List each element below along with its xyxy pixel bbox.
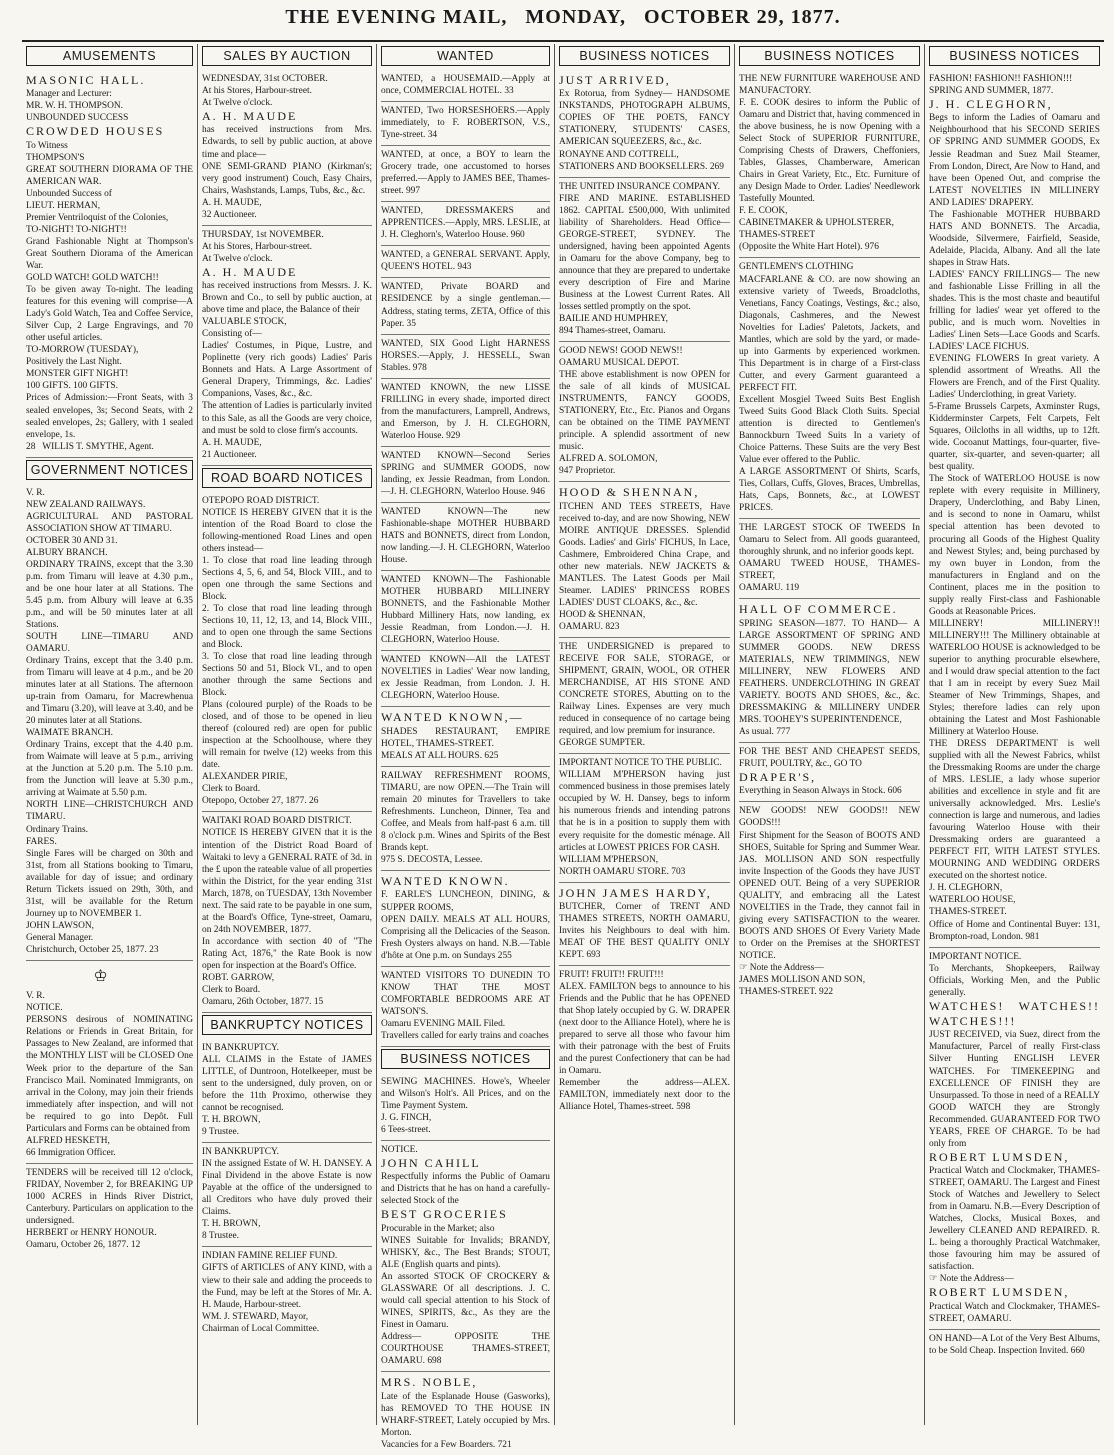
wanted-text: WANTED, Private BOARD and RESIDENCE by a single gentleman.—Address, stating terms, ZETA, Office of this Paper. 35 bbox=[381, 282, 550, 329]
cleghorn-name: J. H. CLEGHORN, bbox=[929, 97, 1053, 112]
hall-of-commerce-ad bbox=[739, 599, 920, 743]
cleghorn-dress: THE DRESS DEPARTMENT is well supplied with all the Newest Fabrics, whilst the Dressmaking Rooms are under the charge of MRS. LESLIE, a lady whose superior abilities and excellence in style and fit are universally acknowledged. Mrs. Leslie's connection is large and numerous, and ladies favouring Waterloo House with their Dressmaking orders are guaranteed a PERFECT FIT, WITH LATEST STYLES. MOURNING AND WEDDING ORDERS executed on the shortest notice. bbox=[929, 739, 1100, 882]
masonic-line: GREAT SOUTHERN DIORAMA OF THE AMERICAN WAR. bbox=[26, 164, 193, 187]
otepopo-role: Clerk to Board. bbox=[202, 784, 261, 795]
imp-head: IMPORTANT NOTICE. bbox=[929, 951, 1022, 962]
masonic-line: CROWDED HOUSES bbox=[26, 124, 165, 139]
wanted-text: WANTED, a GENERAL SERVANT. Apply, QUEEN'S HOTEL. 943 bbox=[381, 250, 550, 273]
cook-sign: F. E. COOK, bbox=[739, 206, 788, 217]
masonic-line: TO-NIGHT! TO-NIGHT!! bbox=[26, 225, 127, 236]
cook-addr: THAMES-STREET bbox=[739, 230, 816, 241]
mph-ref: NORTH OAMARU STORE. 703 bbox=[559, 866, 686, 877]
sale-place: At his Stores, Harbour-street. bbox=[202, 241, 312, 252]
nzr-title: NEW ZEALAND RAILWAYS. bbox=[26, 499, 146, 510]
sale-items: ONE SEMI-GRAND PIANO (Kirkman's; very good instrument) Couch, Easy Chairs, Chairs, Washstands, Lamps, Tubs, &c., &c. bbox=[202, 161, 372, 196]
mph-head: IMPORTANT NOTICE TO THE PUBLIC. bbox=[559, 758, 722, 769]
hall-text: SPRING SEASON—1877. TO HAND— A LARGE ASSORTMENT OF SPRING AND SUMMER GOODS. NEW DRESS MATERIALS, NEW TRIMMINGS, NEW MILLINERY, NEW FLOWERS AND FEATHERS. UNDERCLOTHING IN GREAT VARIETY. BOOTS AND SHOES, &c., &c. DRESSMAKING & MILLINERY UNDER MRS. TOOHEY'S SUPERINTENDENCE, bbox=[739, 618, 920, 725]
watch-text: JUST RECEIVED, via Suez, direct from the Manufacturer, Parcel of really First-class Silver Hunting ENGLISH LEVER WATCHES. For TIMEKEEPING and EXCELLENCE OF FINISH they are Unsurpassed. To those in need of a REALLY GOOD WATCH they are Strongly Recommended. GUARANTEED FOR TWO YEARS, FREE OF CHARGE. To be had only from bbox=[929, 1030, 1100, 1149]
fruit-note: Remember the address—ALEX. FAMILTON, immediately next door to the Alliance Hotel, Thames-street. 598 bbox=[559, 1078, 730, 1113]
lumsden-note: ☞ Note the Address— bbox=[929, 1274, 1014, 1285]
hood-text: ITCHEN AND TEES STREETS, Have received to-day, and are now Showing, NEW MOIRE ANTIQUE DRESSES. Splendid Goods. Ladies' and Girls' FICHUS, In Lace, Cashmere, Embroidered China Crape, and other new materials. NEW JACKETS & MANTLES. The Latest Goods per Mail Steamer. LADIES' PRINCESS ROBES LADIES' DUST CLOAKS, &c., &c. bbox=[559, 501, 730, 608]
sale-items: Ladies' Costumes, in Pique, Lustre, and Poplinette (very rich goods) Ladies' Paris Bonnets and Hats. A Large Assortment of General Drapery, Trimmings, &c. Ladies' Companions, Vases, &c., &c. bbox=[202, 341, 372, 400]
fares-role: General Manager. bbox=[26, 932, 94, 943]
famine-text: GIFTS of ARTICLES of ANY KIND, with a view to their sale and adding the proceeds to the Fund, may be left at the Stores of Mr. A. H. Maude, Harbour-street. bbox=[202, 1263, 372, 1310]
section-heading-business: BUSINESS NOTICES bbox=[739, 46, 920, 66]
draper-text-2: Everything in Season Always in Stock. 606 bbox=[739, 786, 902, 797]
vr-mark: V. R. bbox=[26, 991, 45, 1002]
shades-meals: MEALS AT ALL HOURS. 625 bbox=[381, 750, 499, 761]
masonic-line: 100 GIFTS. 100 GIFTS. bbox=[26, 381, 118, 392]
draper-text: FOR THE BEST AND CHEAPEST SEEDS, FRUIT, POULTRY, &c., GO TO bbox=[739, 746, 920, 770]
north-text: Ordinary Trains. bbox=[26, 824, 88, 835]
section-heading-bankruptcy: BANKRUPTCY NOTICES bbox=[202, 1015, 372, 1035]
sale-consisting: Consisting of— bbox=[202, 329, 262, 340]
wanted-text: WANTED, DRESSMAKERS and APPRENTICES.—Apply, MRS. LESLIE, at J. H. Cleghorn's, Waterloo House. 960 bbox=[381, 206, 550, 241]
paper-name: THE EVENING MAIL, bbox=[285, 6, 508, 28]
bankruptcy-notice-2 bbox=[202, 1143, 372, 1247]
cleghorn-addr: THAMES-STREET. bbox=[929, 907, 1007, 918]
sale-text: has received instructions from Messrs. J. K. Brown and Co., to sell by public auction, at above time and place, the Balance of their bbox=[202, 281, 372, 316]
royal-crest-icon: ♔ bbox=[93, 967, 126, 985]
wanted-text: WANTED KNOWN—All the LATEST NOVELTIES in Ladies' Wear now landing, ex Jessie Readman, from London. J. H. CLEGHORN, Waterloo House. bbox=[381, 655, 550, 702]
wanted-ad bbox=[381, 503, 550, 571]
notice-title: NOTICE. bbox=[26, 1003, 63, 1014]
fruit-head: FRUIT! FRUIT!! FRUIT!!! bbox=[559, 970, 664, 981]
just-text: Ex Rotorua, from Sydney— HANDSOME INKSTANDS, PHOTOGRAPH ALBUMS, COPIES OF THE POETS, FANCY STATIONERY, STUDENTS' CASES, AMERICAN SQUEEZERS, &c., &c. bbox=[559, 89, 730, 148]
insurance-ad bbox=[559, 178, 730, 342]
wanted-ad bbox=[381, 651, 550, 707]
just-head: JUST ARRIVED, bbox=[559, 73, 671, 87]
wanted-ad bbox=[381, 335, 550, 379]
otepopo-plans: Plans (coloured purple) of the Roads to be closed, and of those to be opened in lieu thereof (coloured red) are open for public inspection at the Schoolhouse, where they will remain for twelve (12) weeks from this date. bbox=[202, 700, 372, 771]
bankruptcy-ref: 9 Trustee. bbox=[202, 1127, 239, 1138]
cleghorn-millinery: MILLINERY! MILLINERY!! MILLINERY!!! The Millinery obtainable at WATERLOO HOUSE is acknowledged to be superior to anything procurable elsewhere, and I would draw special attention to the fact that I am in receipt by every Suez Mail Steamer of New Trimmings, Shapes, and Styles; therefore ladies can rely upon obtaining the Latest and Most Fashionable Millinery at Waterloo House. bbox=[929, 618, 1100, 738]
earle-head: WANTED KNOWN. bbox=[381, 874, 510, 889]
waitaki-role: Clerk to Board. bbox=[202, 984, 261, 995]
sale-note: The attention of Ladies is particularly invited to this Sale, as all the Goods are very choice, and must be sold to close firm's accounts. bbox=[202, 401, 372, 436]
famine-role: Chairman of Local Committee. bbox=[202, 1323, 320, 1334]
bankruptcy-head: IN BANKRUPTCY. bbox=[202, 1147, 279, 1158]
cahill-text: Respectfully informs the Public of Oamaru and Districts that he has on hand a carefully-selected Stock of the bbox=[381, 1172, 550, 1207]
wanted-text: WANTED KNOWN—The Fashionable MOTHER HUBBARD MILLINERY BONNETS, and the Fashionable Mother Hubbard Millinery Hats, now landing, ex Jessie Readman, from London.—J. H. CLEGHORN, Waterloo House. bbox=[381, 575, 550, 646]
cahill-wines: WINES Suitable for Invalids; BRANDY, WHISKY, &c., The Best Brands; STOUT, ALE (English quarts and pints). bbox=[381, 1235, 550, 1270]
cook-furniture-ad bbox=[739, 70, 920, 258]
column-wanted bbox=[377, 44, 555, 1450]
masonic-line: Positively the Last Night. bbox=[26, 357, 122, 368]
mollison-head: NEW GOODS! NEW GOODS!! NEW GOODS!!! bbox=[739, 806, 920, 829]
wanted-text: WANTED, at once, a BOY to learn the Grocery trade, one accustomed to horses preferred.—Apply to JAMES BEE, Thames-street. 997 bbox=[381, 150, 550, 197]
section-heading-business: BUSINESS NOTICES bbox=[929, 46, 1100, 66]
fares-text: Single Fares will be charged on 30th and 31st, from all Stations booking to Timaru, available for day of issue; and ordinary Return Tickets issued on 29th, 30th, and 31st, will be available for the Return Journey up to NOVEMBER 1. bbox=[26, 848, 193, 919]
section-heading-government: GOVERNMENT NOTICES bbox=[26, 460, 193, 480]
tenders-text: TENDERS will be received till 12 o'clock, FRIDAY, November 2, for BREAKING UP 1000 ACRES in Hinds River District, Canterbury. Particulars on application to the undersigned. bbox=[26, 1167, 193, 1226]
cahill-text-2: Procurable in the Market; also bbox=[381, 1223, 495, 1234]
south-title: SOUTH LINE—TIMARU AND OAMARU. bbox=[26, 632, 193, 655]
noble-text: Late of the Esplanade House (Gasworks), has REMOVED TO THE HOUSE IN WHARF-STREET, Lately occupied by Mrs. Morton. bbox=[381, 1391, 550, 1438]
auctioneer-name: A. H. MAUDE bbox=[202, 264, 298, 279]
shades-name: SHADES RESTAURANT, EMPIRE HOTEL, THAMES-STREET. bbox=[381, 726, 550, 749]
cleghorn-text: Begs to inform the Ladies of Oamaru and Neighbourhood that his SECOND SERIES OF SPRING AND SUMMER GOODS, Ex Jessie Readman and Suez Mail Steamer, From London, Direct, Are Now to Hand, and have been Opened Out, and comprise the LATEST NOVELTIES IN MILLINERY AND LADIES' DRAPERY. bbox=[929, 113, 1100, 208]
section-heading-business: BUSINESS NOTICES bbox=[381, 1049, 550, 1069]
wanted-ad bbox=[381, 246, 550, 278]
masonic-line: Manager and Lecturer: bbox=[26, 89, 112, 100]
watsons-ad bbox=[381, 967, 550, 1047]
sale-text: has received instructions from Mrs. Edwards, to sell by public auction, at above time and place— bbox=[202, 125, 372, 160]
mph-text: WILLIAM M'PHERSON having just commenced business in those premises lately occupied by W. H. Dansey, begs to inform his numerous friends and intending patrons that he is in a position to supply them with every requisite for the domestic ménage. All articles at LOWEST PRICES FOR CASH. bbox=[559, 770, 730, 853]
section-heading-business: BUSINESS NOTICES bbox=[559, 46, 730, 66]
hall-head: HALL OF COMMERCE. bbox=[739, 602, 898, 617]
rail-ref: 975 S. DECOSTA, Lessee. bbox=[381, 855, 483, 866]
musical-depot-ad bbox=[559, 342, 730, 482]
column-business-2 bbox=[735, 44, 925, 1425]
otepopo-item: 3. To close that road line leading through Sections 50 and 51, Block VI., and to open another through the same Sections and Block. bbox=[202, 652, 372, 699]
ins-sign: BAILIE AND HUMPHREY, bbox=[559, 313, 668, 324]
lumsden-text: Practical Watch and Clockmaker, THAMES-STREET, OAMARU. The Largest and Finest Stock of Watches and Jewellery to Select from in Oamaru. N.B.—Every Description of Watches, Clocks, Musical Boxes, and Jewellery CLEANED AND REPAIRED. R. L. being a thoroughly Practical Watchmaker, those favouring him may be assured of satisfaction. bbox=[929, 1166, 1100, 1273]
wanted-ad bbox=[381, 102, 550, 146]
mollison-note: ☞ Note the Address— bbox=[739, 962, 824, 973]
cook-head: THE NEW FURNITURE WAREHOUSE AND MANUFACTORY. bbox=[739, 74, 920, 97]
visitors-note: Oamaru EVENING MAIL Filed. bbox=[381, 1018, 506, 1029]
otepopo-text: NOTICE IS HEREBY GIVEN that it is the intention of the Road Board to close the following-mentioned Road Lines and open others instead— bbox=[202, 507, 372, 554]
bankruptcy-text: ALL CLAIMS in the Estate of JAMES LITTLE, of Duntroon, Hotelkeeper, must be sent to the undersigned, duly proven, on or before the 11th Proximo, otherwise they cannot be recognised. bbox=[202, 1054, 372, 1114]
fares-sign: JOHN LAWSON, bbox=[26, 920, 94, 931]
issue-date: OCTOBER 29, 1877. bbox=[643, 6, 841, 28]
mollison-ad bbox=[739, 802, 920, 1002]
music-title: OAMARU MUSICAL DEPOT. bbox=[559, 358, 680, 369]
mac-text-2: Excellent Mosgiel Tweed Suits Best English Tweed Suits Good Black Cloth Suits. Special attention is directed to Gentlemen's Bannockburn Tweed Suits In a variety of Choice Patterns. These Suits are the very Best Value ever offered to the Public. bbox=[739, 394, 920, 465]
bankruptcy-head: IN BANKRUPTCY. bbox=[202, 1042, 279, 1053]
music-head: GOOD NEWS! GOOD NEWS!! bbox=[559, 345, 683, 356]
cook-ref: (Opposite the White Hart Hotel). 976 bbox=[739, 242, 879, 253]
hood-head: HOOD & SHENNAN, bbox=[559, 485, 700, 500]
wanted-ad bbox=[381, 202, 550, 246]
cleghorn-house: WATERLOO HOUSE, bbox=[929, 895, 1016, 906]
cook-role: CABINETMAKER & UPHOLSTERER, bbox=[739, 218, 894, 229]
tweed-text: THE LARGEST STOCK OF TWEEDS In Oamaru to Select from. All goods guaranteed, thoroughly shrunk, and no inferior goods kept. bbox=[739, 523, 920, 558]
tweed-sign: OAMARU TWEED HOUSE, THAMES-STREET, bbox=[739, 559, 920, 582]
albums-text: ON HAND—A Lot of the Very Best Albums, to be Sold Cheap. Inspection Invited. 660 bbox=[929, 1333, 1100, 1356]
wanted-ad bbox=[381, 571, 550, 651]
vr-mark: V. R. bbox=[26, 487, 45, 498]
tweed-house-ad bbox=[739, 519, 920, 599]
albums-ad bbox=[929, 1330, 1100, 1361]
notice-sign: ALFRED HESKETH, bbox=[26, 1135, 110, 1146]
cleghorn-flowers: EVENING FLOWERS In great variety. A splendid assortment of Wreaths. All the Flowers are French, and of the First Quality. Ladies' Underclothing, in great Variety. bbox=[929, 354, 1100, 401]
sewing-ref: 6 Tees-street. bbox=[381, 1124, 431, 1135]
waitaki-date: Oamaru, 26th October, 1877. 15 bbox=[202, 996, 324, 1007]
hall-ref: As usual. 777 bbox=[739, 726, 791, 737]
auction-thursday bbox=[202, 226, 372, 466]
fares-date: Christchurch, October 25, 1877. 23 bbox=[26, 944, 159, 955]
cleghorn-office: Office of Home and Continental Buyer: 131, Brompton-road, London. 981 bbox=[929, 919, 1100, 942]
section-heading-road: ROAD BOARD NOTICES bbox=[202, 468, 372, 488]
railways-notice bbox=[26, 484, 193, 961]
ronayne-cottrell-ad bbox=[559, 70, 730, 178]
notice-text: PERSONS desirous of NOMINATING Relations or Friends in Great Britain, for Passages to New Zealand, are informed that the MONTHLY LIST will be CLOSED One Week prior to the departure of the San Francisco Mail. Nominated Immigrants, on arrival in the Colony, may join their friends immediately after inspection, and will not be required to go into Depôt. Full Particulars and Forms can be obtained from bbox=[26, 1015, 193, 1134]
fashion-season: SPRING AND SUMMER, 1877. bbox=[929, 86, 1054, 97]
south-text: Ordinary Trains, except that the 3.40 p.m. from Timaru will leave at 4 p.m., and be 20 minutes later at all Stations. The afternoon up-train from Oamaru, for Macrewhenua and Timaru (3.20), will leave at 3.40, and be 20 minutes later at all Stations. bbox=[26, 656, 193, 727]
noble-name: MRS. NOBLE, bbox=[381, 1375, 478, 1390]
sale-date: WEDNESDAY, 31st OCTOBER. bbox=[202, 74, 328, 84]
earle-text: OPEN DAILY. MEALS AT ALL HOURS, Comprising all the Delicacies of the Season. Fresh Oysters always on hand. N.B.—Table d'hôte at One p.m. on Sundays 255 bbox=[381, 914, 550, 961]
masonic-line: Premier Ventriloquist of the Colonies, bbox=[26, 213, 169, 223]
waitaki-text-2: In accordance with section 40 of "The Rating Act, 1876," the Rate Book is now open for inspection at the Board's Office. bbox=[202, 936, 372, 971]
sewing-text: SEWING MACHINES. Howe's, Wheeler and Wilson's Holt's. All Prices, and on the Time Payment System. bbox=[381, 1076, 550, 1111]
earle-rooms-ad bbox=[381, 871, 550, 967]
tenders-date: Oamaru, October 26, 1877. 12 bbox=[26, 1239, 141, 1250]
wanted-ad bbox=[381, 379, 550, 447]
mac-text: MACFARLANE & CO. are now showing an extensive variety of Tweeds, Broadcloths, Venetians, Fancy Coatings, Vestings, &c.; also, Diagonals, Cashmeres, and the Newest Novelties for Ladies' Paletots, Jackets, and Mantles, which are sold by the yard, or made-up into Garments by experienced workmen. This Department is in charge of a First-class Cutter, and every Garment guaranteed a PERFECT FIT. bbox=[739, 274, 920, 393]
gents-head: GENTLEMEN'S CLOTHING bbox=[739, 262, 854, 273]
sewing-machines-ad bbox=[381, 1073, 550, 1141]
lumsden-ad bbox=[929, 948, 1100, 1330]
shades-head: WANTED KNOWN,— bbox=[381, 710, 524, 725]
cleghorn-carpets: 5-Frame Brussels Carpets, Axminster Rugs, Kidderminster Carpets, Felt Carpets, Felt Squares, Oilcloths in all widths, up to 12ft. wide. Cocoanut Mattings, four-quarter, five-quarter, six-quarter, and seven-quarter; all best quality. bbox=[929, 402, 1100, 473]
bankruptcy-ref: 8 Trustee. bbox=[202, 1231, 239, 1242]
wanted-ad bbox=[381, 70, 550, 102]
cahill-address: Address— OPPOSITE THE COURTHOUSE THAMES-STREET, OAMARU. 698 bbox=[381, 1332, 550, 1367]
auctioneer-name: A. H. MAUDE bbox=[202, 109, 298, 124]
sale-place: At his Stores, Harbour-street. bbox=[202, 86, 312, 97]
wanted-text: WANTED, Two HORSESHOERS.—Apply immediately, to F. ROBERTSON, V.S., Tyne-street. 34 bbox=[381, 106, 550, 141]
section-heading-auctions: SALES BY AUCTION bbox=[202, 46, 372, 66]
north-title: NORTH LINE—CHRISTCHURCH AND TIMARU. bbox=[26, 800, 193, 823]
just-ref: STATIONERS AND BOOKSELLERS. 269 bbox=[559, 161, 724, 172]
masonic-line: GOLD WATCH! GOLD WATCH!! bbox=[26, 273, 159, 284]
wanted-text: WANTED KNOWN, the new LISSE FRILLING in every shade, imported direct from the manufacturers, Lamprell, Andrews, and Emerson, by J. H. CLEGHORN, Waterloo House. 929 bbox=[381, 382, 550, 441]
column-amusements-government bbox=[22, 44, 198, 1425]
wanted-text: WANTED, a HOUSEMAID.—Apply at once, COMMERCIAL HOTEL. 33 bbox=[381, 74, 550, 97]
notice-role: 66 Immigration Officer. bbox=[26, 1147, 116, 1158]
sale-ref: 32 Auctioneer. bbox=[202, 209, 257, 220]
sale-stock: VALUABLE STOCK, bbox=[202, 317, 287, 328]
nomination-notice bbox=[26, 961, 193, 1164]
wanted-ad bbox=[381, 278, 550, 334]
tenders-notice bbox=[26, 1164, 193, 1255]
famine-head: INDIAN FAMINE RELIEF FUND. bbox=[202, 1251, 338, 1262]
cahill-text-3: An assorted STOCK OF CROCKERY & GLASSWARE Of all descriptions. J. C. would call special attention to his Stock of WINES, SPIRITS, &c., As they are the Finest in Oamaru. bbox=[381, 1271, 550, 1331]
cahill-groceries: BEST GROCERIES bbox=[381, 1207, 508, 1222]
music-sign: ALFRED A. SOLOMON, bbox=[559, 454, 658, 465]
ins-text: FIRE AND MARINE. ESTABLISHED 1862. CAPITAL £500,000, With unlimited liability of Shareholders. Head Office—GEORGE-STREET, SYDNEY. The undersigned, having been appointed Agents in Oamaru for the above Company, beg to announce that they are prepared to undertake every description of Fire and Marine Business at the Lowest Current Rates. All losses settled promptly on the spot. bbox=[559, 193, 730, 312]
hardy-head: JOHN JAMES HARDY, bbox=[559, 885, 712, 900]
ins-head: THE UNITED INSURANCE COMPANY. bbox=[559, 181, 720, 192]
visitors-text: WANTED VISITORS TO DUNEDIN TO KNOW THAT THE MOST COMFORTABLE BEDROOMS ARE AT WATSON'S. bbox=[381, 970, 550, 1017]
masthead bbox=[22, 6, 1104, 42]
cahill-ad bbox=[381, 1141, 550, 1372]
lumsden-name-2: ROBERT LUMSDEN, bbox=[929, 1285, 1070, 1300]
masonic-line: MONSTER GIFT NIGHT! bbox=[26, 369, 129, 380]
otepopo-item: 1. To close that road line leading through Sections 4, 5, 6, and 54, Block VIII., and to open one through the same Sections and Block. bbox=[202, 555, 372, 602]
masonic-hall-ad bbox=[26, 70, 193, 458]
section-heading-amusements: AMUSEMENTS bbox=[26, 46, 193, 66]
mollison-ref: THAMES-STREET. 922 bbox=[739, 986, 834, 997]
hood-ref: OAMARU. 823 bbox=[559, 622, 620, 632]
hood-sign: HOOD & SHENNAN, bbox=[559, 609, 646, 620]
earle-name: F. EARLE'S LUNCHEON, DINING, & SUPPER ROOMS, bbox=[381, 890, 550, 913]
bankruptcy-text: IN the assigned Estate of W. H. DANSEY. A Final Dividend in the above Estate is now Payable at the office of the undersigned to all Creditors who have duly proved their Claims. bbox=[202, 1159, 372, 1218]
masonic-line: LIEUT. HERMAN, bbox=[26, 200, 101, 211]
waitaki-sign: ROBT. GARROW, bbox=[202, 972, 275, 983]
fares-title: FARES. bbox=[26, 836, 57, 847]
mollison-sign: JAMES MOLLISON AND SON, bbox=[739, 974, 866, 985]
issue-day: MONDAY, bbox=[525, 6, 626, 28]
section-heading-wanted: WANTED bbox=[381, 46, 550, 66]
masonic-line: TO-MORROW (TUESDAY), bbox=[26, 345, 139, 356]
familton-ad bbox=[559, 966, 730, 1117]
watch-head: WATCHES! WATCHES!! WATCHES!!! bbox=[929, 998, 1100, 1029]
show-dates: OCTOBER 30 AND 31. bbox=[26, 535, 118, 546]
cleghorn-frill: LADIES' FANCY FRILLINGS— The new and fashionable Lisse Frilling in all the shades. This is the most chaste and beautiful frilling for ladies' wear yet offered to the public, and is much worn. Novelties in Ladies' Linen Sets—Lace Goods and Scarfs. LADIES' LACE FICHUS. bbox=[929, 269, 1100, 353]
column-business-1 bbox=[555, 44, 735, 1425]
otepopo-title: OTEPOPO ROAD DISTRICT. bbox=[202, 495, 320, 506]
cleghorn-ad bbox=[929, 70, 1100, 948]
bankruptcy-sign: T. H. BROWN, bbox=[202, 1115, 261, 1126]
music-ref: 947 Proprietor. bbox=[559, 466, 616, 477]
cleghorn-sign: J. H. CLEGHORN, bbox=[929, 883, 1003, 894]
mac-text-3: A LARGE ASSORTMENT Of Shirts, Scarfs, Ties, Collars, Cuffs, Gloves, Braces, Umbrellas, Hats, Caps, Bonnets, &c., at LOWEST PRICES. bbox=[739, 467, 920, 514]
ins-ref: 894 Thames-street, Oamaru. bbox=[559, 325, 666, 336]
music-text: THE above establishment is now OPEN for the sale of all kinds of MUSICAL INSTRUMENTS, FANCY GOODS, STATIONERY, Etc., Etc. Pianos and Organs can be obtained on the TIME PAYMENT principle. A splendid assortment of new music. bbox=[559, 370, 730, 453]
sewing-sign: J. G. FINCH, bbox=[381, 1112, 432, 1123]
sale-date: THURSDAY, 1st NOVEMBER. bbox=[202, 229, 324, 240]
albury-title: ALBURY BRANCH. bbox=[26, 547, 108, 558]
noble-foot: Vacancies for a Few Boarders. 721 bbox=[381, 1439, 512, 1450]
masonic-line: UNBOUNDED SUCCESS bbox=[26, 113, 129, 124]
masonic-title: MASONIC HALL. bbox=[26, 73, 146, 87]
masonic-line: Unbounded Success of bbox=[26, 188, 112, 199]
wanted-text: WANTED KNOWN—The new Fashionable-shape MOTHER HUBBARD HATS and BONNETS, direct from London, now landing.—J. H. CLEGHORN, Waterloo House. bbox=[381, 506, 550, 566]
masonic-line: Prices of Admission:—Front Seats, with 3 sealed envelopes, 3s; Second Seats, with 2 sealed envelopes, 2s; Gallery, with 1 sealed envelope, 1s. bbox=[26, 393, 193, 440]
sale-sign: A. H. MAUDE, bbox=[202, 197, 262, 208]
sale-sign: A. H. MAUDE, bbox=[202, 437, 262, 448]
waitaki-notice bbox=[202, 812, 372, 1013]
drapers-ad bbox=[739, 743, 920, 802]
show-title: AGRICULTURAL AND PASTORAL ASSOCIATION SHOW AT TIMARU. bbox=[26, 511, 193, 534]
fashion-head: FASHION! FASHION!! FASHION!!! bbox=[929, 74, 1073, 84]
wanted-text: WANTED KNOWN—Second Series SPRING and SUMMER GOODS, now landing, ex Jessie Readman, from London.—J. H. CLEGHORN, Waterloo House. 946 bbox=[381, 450, 550, 497]
noble-ad bbox=[381, 1372, 550, 1455]
waimate-text: Ordinary Trains, except that the 4.40 p.m. from Waimate will leave at 5 p.m., arriving at the Junction at 5.20 p.m. The 5.10 p.m. from the Junction will leave at 5.30 p.m., arriving at Waimate at 5.50 p.m. bbox=[26, 740, 193, 799]
bankruptcy-notice-1 bbox=[202, 1039, 372, 1143]
famine-fund-notice bbox=[202, 1247, 372, 1338]
auction-wednesday bbox=[202, 70, 372, 226]
waimate-title: WAIMATE BRANCH. bbox=[26, 728, 113, 739]
cleghorn-stock: The Stock of WATERLOO HOUSE is now replete with every requisite in Millinery, Drapery, Underclothing, and Baby Linen, and is second to none in Oamaru, whilst special attention has been devoted to procuring all Goods of the Highest Quality and Newest Styles; and, being purchased by my own buyer in London, from the manufacturers in England and on the Continent, places me in the position to supply really First-class and Fashionable Goods at Reasonable Prices. bbox=[929, 474, 1100, 617]
macfarlane-ad bbox=[739, 258, 920, 519]
sumpter-ad bbox=[559, 638, 730, 754]
sumpter-sign: GEORGE SUMPTER. bbox=[559, 738, 645, 749]
railway-refreshment-ad bbox=[381, 767, 550, 871]
hardy-text: BUTCHER, Corner of TRENT AND THAMES STREETS, NORTH OAMARU, Invites his Neighbours to deal with him. MEAT OF THE BEST QUALITY ONLY KEPT. 693 bbox=[559, 901, 730, 961]
wanted-ad bbox=[381, 447, 550, 503]
rail-text: RAILWAY REFRESHMENT ROOMS, TIMARU, are now OPEN.—The Train will remain 20 minutes for Travellers to take Refreshments. Luncheon, Dinner, Tea and Coffee, and Meals from half-past 6 a.m. till 8 o'clock p.m. Wines and Spirits of the Best Brands kept. bbox=[381, 770, 550, 854]
mph-sign: WILLIAM M'PHERSON, bbox=[559, 854, 659, 865]
masonic-line: Grand Fashionable Night at Thompson's Great Southern Diorama of the American War. bbox=[26, 237, 193, 272]
otepopo-notice bbox=[202, 492, 372, 813]
otepopo-item: 2. To close that road line leading through Sections 10, 11, 12, 13, and 14, Block VIII., and to open one through the same Sections and Block. bbox=[202, 603, 372, 650]
tenders-sign: HERBERT or HENRY HONOUR. bbox=[26, 1227, 157, 1238]
hood-shennan-ad bbox=[559, 482, 730, 638]
masonic-line: THOMPSON'S bbox=[26, 152, 85, 163]
sumpter-text: THE UNDERSIGNED is prepared to RECEIVE FOR SALE, STORAGE, or SHIPMENT, GRAIN, WOOL, OR OTHER MERCHANDISE, AT HIS STONE AND CONCRETE STORES, Abutting on to the Railway Lines. Expenses are very much reduced in consequence of no cartage being required, and low premium for insurance. bbox=[559, 642, 730, 737]
cook-text: F. E. COOK desires to inform the Public of Oamaru and District that, having commenced in the above business, he is now Opening with a Select Stock of SUPERIOR FURNITURE, Comprising Chests of Drawers, Cheffoniers, Tables, Glasses, Chamberware, American Chairs in Great Variety, Etc., Etc. Furniture of any Design Made to Order. Ladies' Needlework Tastefully Mounted. bbox=[739, 98, 920, 205]
mollison-text: First Shipment for the Season of BOOTS AND SHOES, Suitable for Spring and Summer Wear. JAS. MOLLISON AND SON respectfully invite Inspection of the Goods they have JUST OPENED OUT. Being of a very SUPERIOR QUALITY, and embracing all the Latest NOVELTIES in the Trade, they cannot fail in giving every SATISFACTION to the wearer. BOOTS AND SHOES Of Every Variety Made to Order on the Premises at the SHORTEST NOTICE. bbox=[739, 830, 920, 961]
lumsden-text-2: Practical Watch and Clockmaker, THAMES-STREET, OAMARU. bbox=[929, 1301, 1100, 1324]
column-auctions-road-bankruptcy bbox=[198, 44, 377, 1425]
famine-sign: WM. J. STEWARD, Mayor, bbox=[202, 1311, 309, 1322]
otepopo-date: Otepopo, October 27, 1877. 26 bbox=[202, 796, 319, 807]
masonic-line: To Witness bbox=[26, 140, 68, 151]
lumsden-name: ROBERT LUMSDEN, bbox=[929, 1149, 1070, 1164]
wanted-ad bbox=[381, 146, 550, 202]
cahill-name: JOHN CAHILL bbox=[381, 1156, 481, 1171]
waitaki-text: NOTICE IS HEREBY GIVEN that it is the intention of the District Road Board of Waitaki to levy a GENERAL RATE of 3d. in the £ upon the rateable value of all properties within the District, for the year ending 31st March, 1878, on TUESDAY, 13th November next. The said rate to be payable in one sum, at the Board's Office, Tyne-street, Oamaru, on 24th NOVEMBER, 1877. bbox=[202, 828, 372, 935]
masonic-ref: 28 bbox=[26, 441, 36, 452]
masonic-agent: WILLIS T. SMYTHE, Agent. bbox=[42, 441, 154, 452]
mpherson-ad bbox=[559, 754, 730, 882]
bankruptcy-sign: T. H. BROWN, bbox=[202, 1219, 261, 1230]
wanted-text: WANTED, SIX Good Light HARNESS HORSES.—Apply, J. HESSELL, Swan Stables. 978 bbox=[381, 338, 550, 373]
cahill-head: NOTICE. bbox=[381, 1145, 418, 1155]
sale-time: At Twelve o'clock. bbox=[202, 253, 273, 264]
cleghorn-hats: The Fashionable MOTHER HUBBARD HATS AND BONNETS. The Arcadia, Woodside, Silvermere, Fairfield, Seaside, Adelaide, Placida, Albany. And all the late shapes in Straw Hats. bbox=[929, 209, 1100, 268]
draper-name: DRAPER'S, bbox=[739, 770, 817, 785]
shades-restaurant-ad bbox=[381, 707, 550, 766]
masonic-line: To be given away To-night. The leading features for this evening will comprise—A Lady's Gold Watch, Tea and Coffee Service, Silver Cup, 2 Large Engravings, and 70 other useful articles. bbox=[26, 285, 193, 344]
sale-time: At Twelve o'clock. bbox=[202, 98, 273, 109]
column-business-3 bbox=[925, 44, 1104, 1425]
visitors-note-2: Travellers called for early trains and coaches bbox=[381, 1030, 549, 1041]
hardy-ad bbox=[559, 883, 730, 967]
imp-text: To Merchants, Shopkeepers, Railway Officials, Working Men, and the Public generally. bbox=[929, 963, 1100, 998]
albury-text: ORDINARY TRAINS, except that the 3.30 p.m. from Timaru will leave at 4.30 p.m., and be one hour later at all Stations. The 5.45 p.m. from Albury will leave at 6.35 p.m., and will be 50 minutes later at all Stations. bbox=[26, 559, 193, 630]
waitaki-title: WAITAKI ROAD BOARD DISTRICT. bbox=[202, 816, 352, 827]
sale-ref: 21 Auctioneer. bbox=[202, 449, 257, 460]
fruit-text: ALEX. FAMILTON begs to announce to his Friends and the Public that he has OPENED that Shop lately occupied by G. W. DRAPER (next door to the Alliance Hotel), where he is prepared to serve all those who favour him with their patronage with the best of Fruits and the purest Confectionery that can be had in Oamaru. bbox=[559, 982, 730, 1077]
masonic-line: MR. W. H. THOMPSON. bbox=[26, 101, 123, 112]
tweed-ref: OAMARU. 119 bbox=[739, 583, 800, 594]
just-sign: RONAYNE AND COTTRELL, bbox=[559, 149, 679, 160]
otepopo-sign: ALEXANDER PIRIE, bbox=[202, 772, 288, 783]
